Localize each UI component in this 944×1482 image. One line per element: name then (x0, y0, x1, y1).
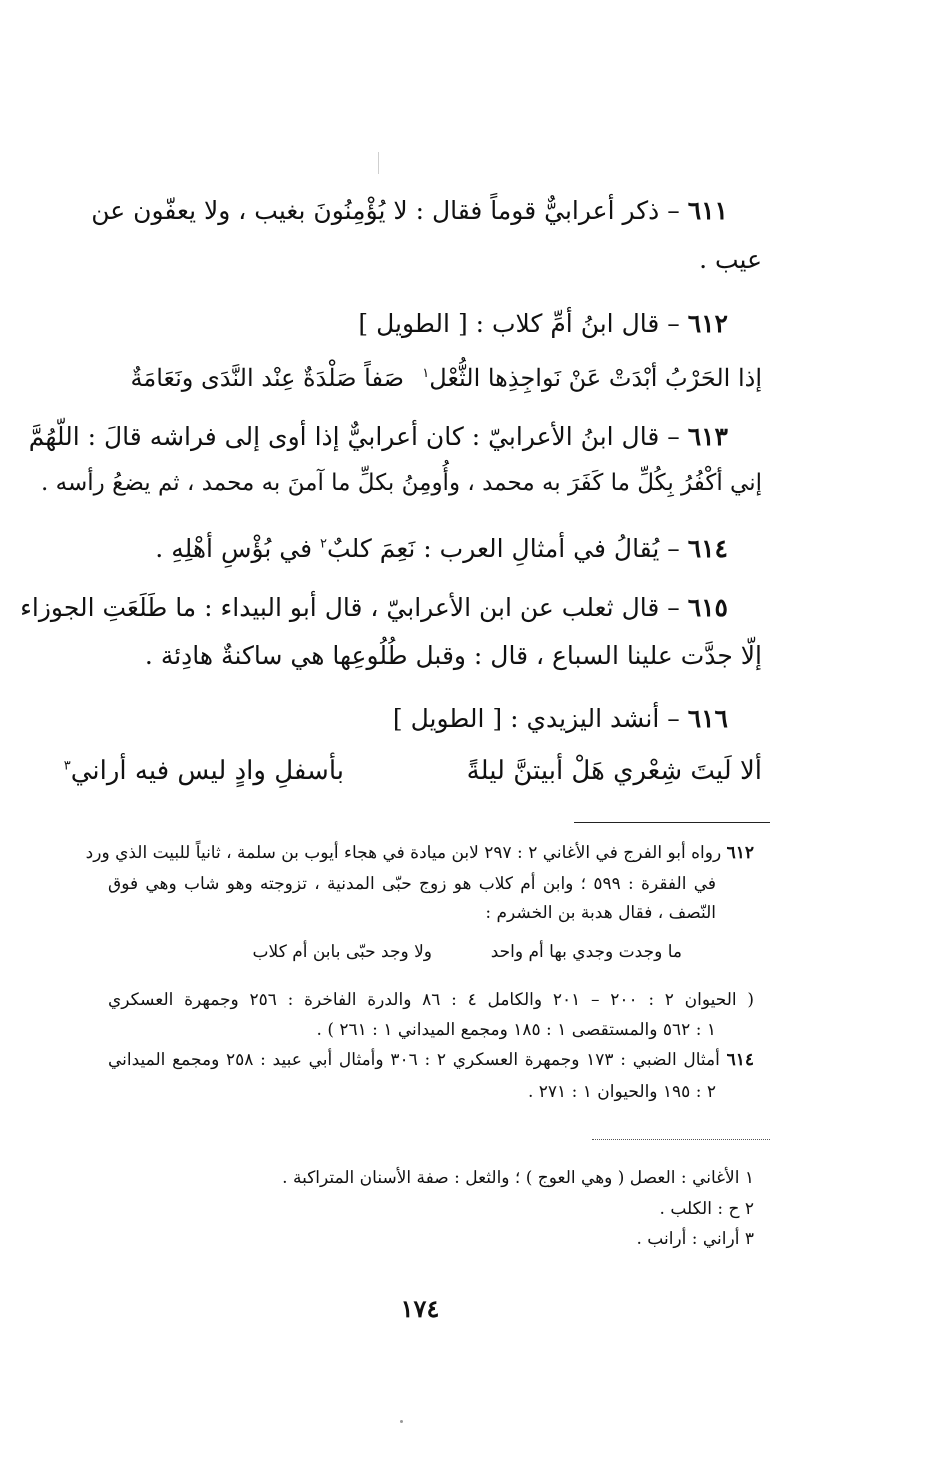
entry-615-line2: إلّا جدَّت علينا السباع ، قال : وقبل طُلُوعِها هي ساكنةٌ هادِئة . (144, 641, 762, 670)
entry-616-line1 (393, 704, 728, 733)
entry-612-verse-right (422, 364, 762, 392)
footnote-ref: ٢ (320, 536, 328, 552)
note-number: ٦١٤ (726, 1050, 754, 1070)
entry-616-verse-right: ألا لَيتَ شِعْري هَلْ أبيتنَّ ليلةً (466, 756, 762, 786)
entry-number: ٦١٢ (687, 309, 728, 338)
entry-number: ٦١١ (687, 196, 728, 225)
note-614-line1 (108, 1050, 754, 1070)
apparatus-separator-rule (592, 1139, 770, 1140)
entry-612-line1 (358, 309, 728, 338)
note-612-line2: في الفقرة : ٥٩٩ ؛ وابن أم كلاب هو زوج حبّى المدنية ، تزوجته وهو شاب وهي فوق (108, 874, 716, 894)
apparatus-note-3: ٣ أراني : أرانب . (636, 1229, 754, 1249)
entry-611-line1 (91, 196, 728, 225)
verse-hemistich: إذا الحَرْبُ أبْدَتْ عَنْ نَواجِذِها الثُّعْل (429, 364, 762, 392)
note-612-verse-left: ولا وجد حبّى بابن أم كلاب (252, 942, 432, 962)
note-612-line3: النّصف ، فقال هدبة بن الخشرم : (485, 903, 716, 923)
verse-hemistich: بأسفلِ وادٍ ليس فيه أراني (70, 756, 344, 786)
note-612-verse-right: ما وجدت وجدي بها أم واحد (490, 942, 682, 962)
entry-613-line1 (28, 422, 728, 451)
entry-text: – قال ثعلب عن ابن الأعرابيّ ، قال أبو البيداء : ما طَلَعَتِ الجوزاء (20, 593, 680, 622)
apparatus-note-1: ١ الأغاني : العصل ( وهي العوج ) ؛ والثعل : صفة الأسنان المتراكبة . (282, 1168, 754, 1188)
entry-614-line1 (155, 534, 728, 563)
apparatus-note-2: ٢ ح : الكلب . (659, 1199, 754, 1219)
notes-separator-rule (574, 822, 770, 823)
entry-text: – قال ابنُ أمِّ كلاب : [ الطويل ] (358, 309, 680, 338)
page-number: ١٧٤ (400, 1294, 440, 1323)
entry-text: – يُقالُ في أمثالِ العرب : نَعِمَ كلبٌ (327, 534, 680, 563)
entry-611-line2: عيب . (699, 245, 762, 274)
scan-speck (400, 1420, 403, 1423)
entry-text: – ذكر أعرابيٌّ قوماً فقال : لا يُؤْمِنُونَ بغيب ، ولا يعفّون عن (91, 196, 680, 225)
footnote-ref: ٣ (63, 758, 71, 774)
entry-612-verse-left: صَفاً صَلْدَةٌ عِنْد النَّدَى ونَعَامَةٌ (130, 364, 404, 392)
entry-613-line2: إني أكْفُرُ بِكُلِّ ما كَفَرَ به محمد ، وأُومِنُ بكلِّ ما آمنَ به محمد ، ثم يضعُ رأسه . (41, 470, 762, 496)
entry-number: ٦١٥ (687, 593, 728, 622)
entry-text: – أنشد اليزيدي : [ الطويل ] (392, 704, 680, 733)
scan-artifact-line (378, 152, 379, 174)
note-612-line1 (85, 843, 754, 863)
entry-text-cont: في بُؤْسِ أهْلِهِ . (155, 534, 321, 563)
note-number: ٦١٢ (726, 843, 754, 863)
entry-number: ٦١٦ (687, 704, 728, 733)
entry-number: ٦١٤ (687, 534, 728, 563)
entry-616-verse-left (64, 756, 344, 786)
entry-text: – قال ابنُ الأعرابيّ : كان أعرابيٌّ إذا أوى إلى فراشه قالَ : اللّهُمَّ (28, 422, 680, 451)
entry-number: ٦١٣ (687, 422, 728, 451)
note-612-line5: ١ : ٥٦٢ والمستقصى ١ : ١٨٥ ومجمع الميداني ١ : ٢٦١ ) . (316, 1020, 716, 1040)
note-text: رواه أبو الفرج في الأغاني ٢ : ٢٩٧ لابن ميادة في هجاء أيوب بن سلمة ، ثانياً للبيت الذي ورد (85, 843, 722, 863)
note-text: أمثال الضبي : ١٧٣ وجمهرة العسكري ٢ : ٣٠٦ وأمثال أبي عبيد : ٢٥٨ ومجمع الميداني (108, 1050, 720, 1070)
note-614-line2: ٢ : ١٩٥ والحيوان ١ : ٢٧١ . (527, 1082, 716, 1102)
footnote-ref: ١ (422, 366, 430, 381)
entry-615-line1 (20, 593, 728, 622)
note-612-line4: ( الحيوان ٢ : ٢٠٠ – ٢٠١ والكامل ٤ : ٨٦ والدرة الفاخرة : ٢٥٦ وجمهرة العسكري (108, 990, 754, 1010)
